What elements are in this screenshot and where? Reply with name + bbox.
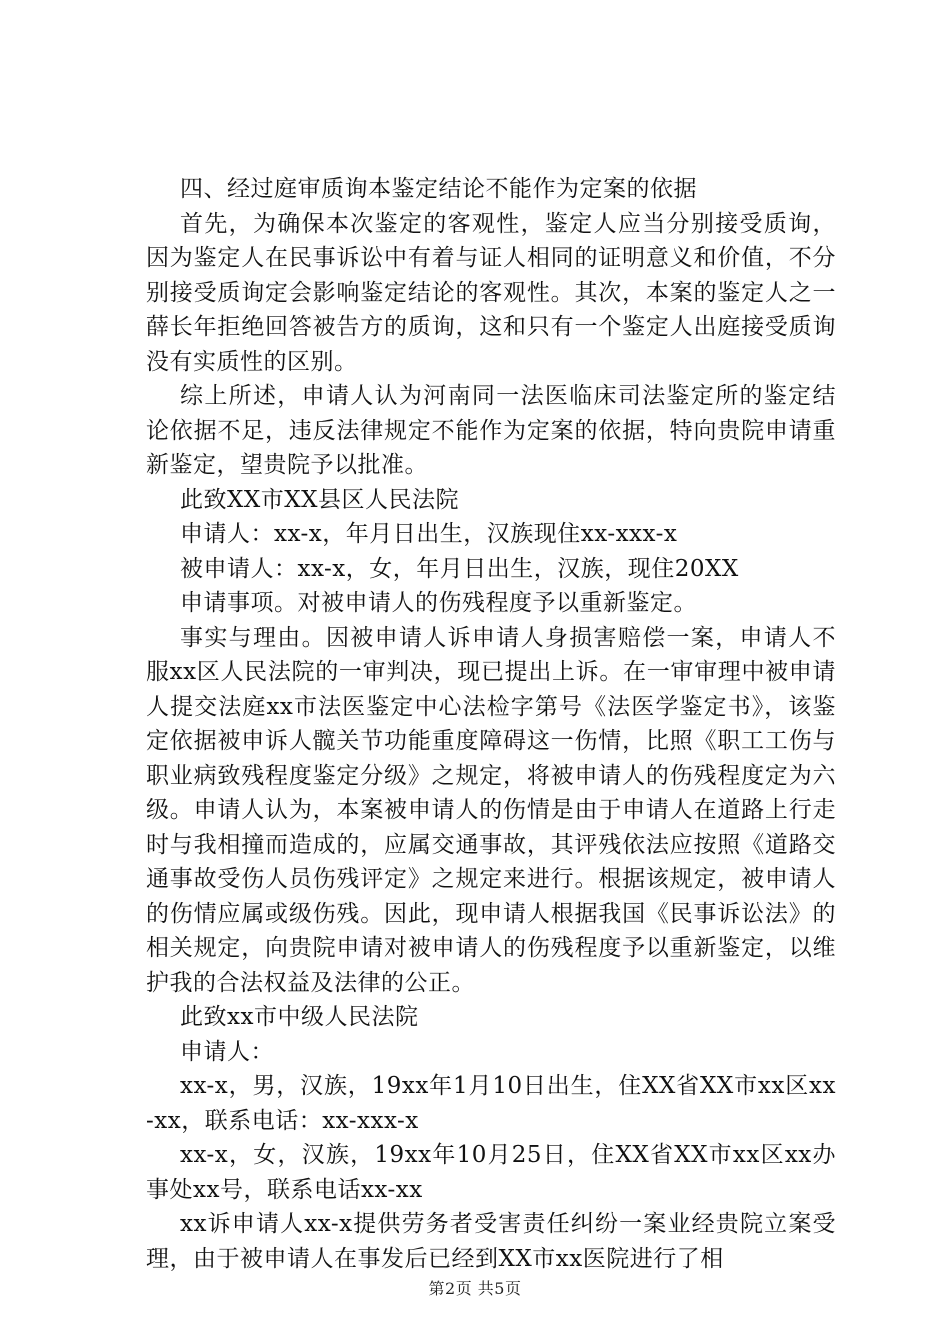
page-number: 第2页 共5页 (428, 1279, 522, 1298)
request-items-line: 申请事项。对被申请人的伤残程度予以重新鉴定。 (180, 590, 697, 616)
paragraph: 事实与理由。因被申请人诉申请人身损害赔偿一案，申请人不服xx区人民法院的一审判决，现已提出上诉。在一审审理中被申请人提交法庭xx市法医鉴定中心法检字第号《法医学鉴定书》，该鉴定依据被申诉人髋关节功能重度障碍这一伤情，比照《职工工伤与职业病致残程度鉴定分级》之规定，将被申请人的伤残程度定为六级。申请人认为，本案被申请人的伤情是由于申请人在道路上行走时与我相撞而造成的，应属交通事故，其评残依法应按照《道路交通事故受伤人员伤残评定》之规定来进行。根据该规定，被申请人的伤情应属或级伤残。因此，现申请人根据我国《民事诉讼法》的相关规定，向贵院申请对被申请人的伤残程度予以重新鉴定，以维护我的合法权益及法律的公正。 (146, 624, 836, 996)
salutation-line: 此致xx市中级人民法院 (180, 1004, 419, 1030)
section-heading: 四、经过庭审质询本鉴定结论不能作为定案的依据 (180, 176, 697, 202)
salutation-line: 此致XX市XX县区人民法院 (180, 486, 459, 513)
applicant-label: 申请人： (180, 1038, 274, 1065)
paragraph: 综上所述，申请人认为河南同一法医临床司法鉴定所的鉴定结论依据不足，违反法律规定不能作为定案的依据，特向贵院申请重新鉴定，望贵院予以批准。 (146, 383, 836, 478)
paragraph: xx诉申请人xx-x提供劳务者受害责任纠纷一案业经贵院立案受理，由于被申请人在事发后已经到XX市xx医院进行了相 (146, 1211, 836, 1272)
respondent-line: 被申请人：xx-x，女，年月日出生，汉族，现住20XX (180, 555, 739, 582)
document-body (146, 172, 836, 1276)
party-info: xx-x，男，汉族，19xx年1月10日出生，住XX省XX市xx区xx-xx，联系电话：xx-xxx-x (146, 1073, 836, 1134)
party-info: xx-x，女，汉族，19xx年10月25日，住XX省XX市xx区xx办事处xx号，联系电话xx-xx (146, 1142, 836, 1203)
paragraph: 首先，为确保本次鉴定的客观性，鉴定人应当分别接受质询，因为鉴定人在民事诉讼中有着与证人相同的证明意义和价值，不分别接受质询定会影响鉴定结论的客观性。其次，本案的鉴定人之一薛长年拒绝回答被告方的质询，这和只有一个鉴定人出庭接受质询没有实质性的区别。 (146, 210, 836, 375)
applicant-line: 申请人：xx-x，年月日出生，汉族现住xx-xxx-x (180, 521, 678, 547)
